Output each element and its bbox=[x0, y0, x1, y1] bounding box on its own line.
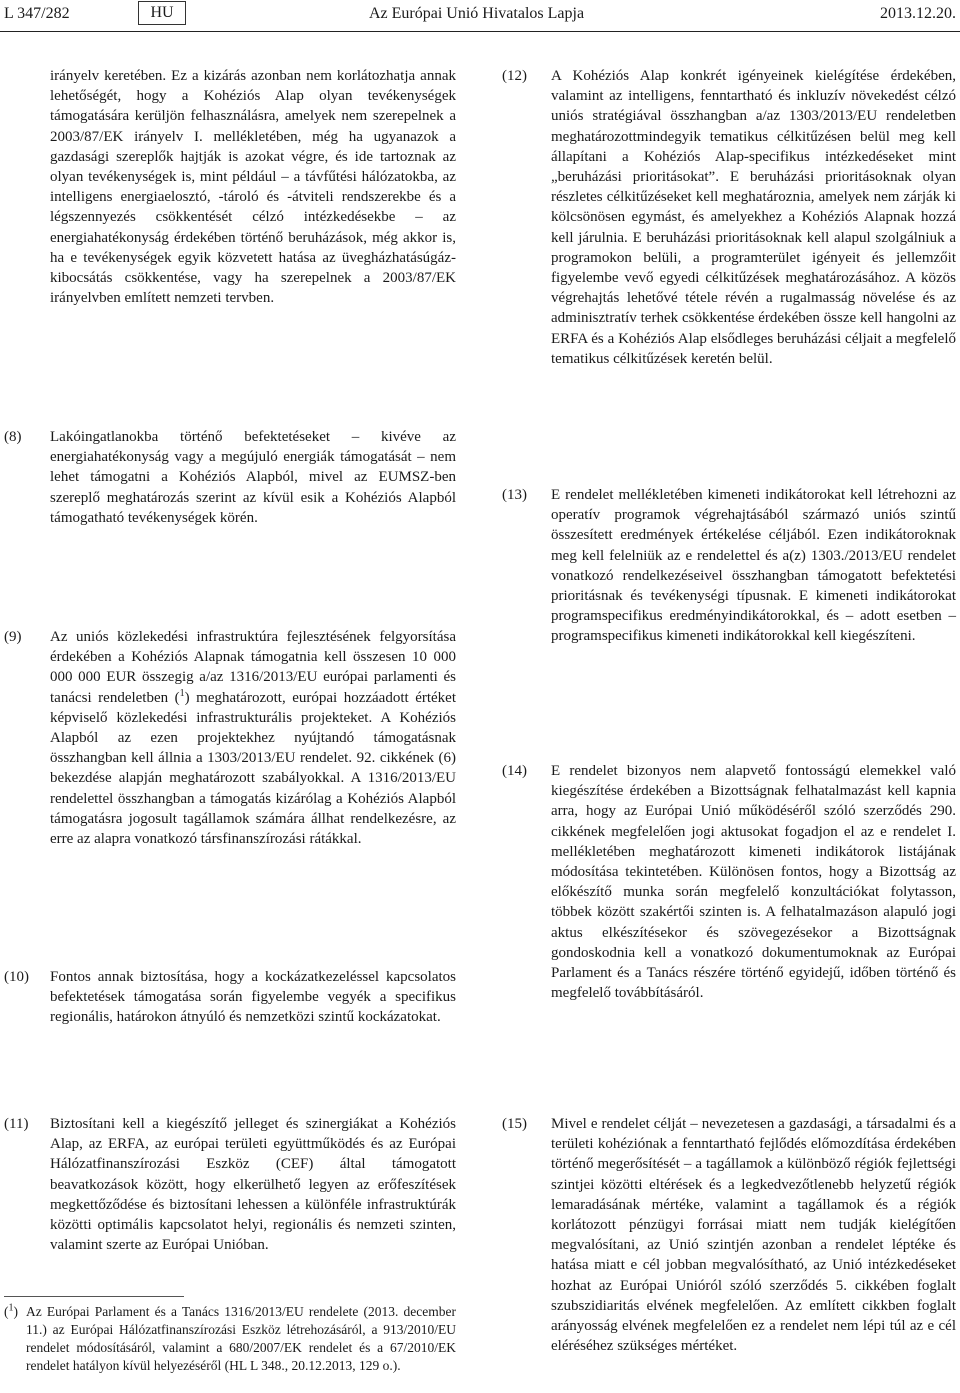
page-header bbox=[0, 0, 960, 30]
recital-13: E rendelet mellékletében kimeneti indikátorokat kell létrehozni az operatív programok végrehajtásából származó uniós szintű összesített eredmények értékelése céljából. Ezen indikátoroknak meg kell felelniük az e rendelettel és a(z) 1303./2013/EU rendelet vonatkozó rendelkezéseivel összhangban támogatott befektetési prioritásnak és tevékenységi típusnak. E kimeneti indikátorokat programspecifikus eredményindikátorokkal, és – adott esetben – programspecifikus kimeneti indikátorokkal kell kiegészíteni. bbox=[551, 487, 956, 645]
recital-number: (12) bbox=[502, 68, 527, 84]
recital-10: Fontos annak biztosítása, hogy a kockázatkezeléssel kapcsolatos befektetések támogatása során figyelembe vegyék a specifikus regionális, határokon átnyúló és nemzetközi szintű kockázatokat. bbox=[50, 969, 456, 1026]
recital-number: (15) bbox=[502, 1116, 527, 1132]
recital-8: Lakóingatlanokba történő befektetéseket – kivéve az energiahatékonyság vagy a megújuló energiák támogatását – nem lehet támogatni a Kohéziós Alapból, mivel az EUMSZ-ben szereplő meghatározás szerint az kívül esik a Kohéziós Alapból támogatható tevékenységek körén. bbox=[50, 429, 456, 526]
recital-number: (13) bbox=[502, 487, 527, 503]
footnote-number-sup: 1 bbox=[8, 1302, 14, 1314]
journal-title: Az Európai Unió Hivatalos Lapja bbox=[369, 5, 585, 22]
footnote-number-close: ) bbox=[13, 1304, 18, 1319]
recital-12: A Kohéziós Alap konkrét igényeinek kielégítése érdekében, valamint az intelligens, fenntartható és inkluzív növekedést célzó uniós stratégiával összhangban a/az 1303/2013/EU rendeletben meghatározottmindegyik tematikus célkitűzésen belül meg kell állapítani a Kohéziós Alap-specifikus intézkedéseket mint „beruházási prioritásokat”. E beruházási prioritásoknak olyan részletes célkitűzéseket kell meghatároznia, amelyek nem zárják ki kölcsönösen egymást, és amelyekhez a Kohéziós Alapnak hozzá kell járulnia. E beruházási prioritásoknak kell alapul szolgálniuk a programokon belüli, a programterület igényeit és jellemzőit figyelembe vevő egyedi célkitűzések meghatározásához. A közös végrehajtás lehetővé tétele révén a rugalmasság növelése és az adminisztratív terhek csökkentése érdekében össze kell hangolni az ERFA és a Kohéziós Alap elsődleges beruházási céljait a megfelelő tematikus célkitűzések keretén belül. bbox=[551, 68, 956, 367]
recital-9 bbox=[50, 627, 456, 849]
language-badge: HU bbox=[138, 1, 186, 25]
recital-9-text-b: ) meghatározott, európai hozzáadott értéket képviselő közlekedési infrastrukturális projekteket. A Kohéziós Alapból az ezen projektekhez nyújtandó támogatásnak összhangban kell állnia a 1303/2013/EU rendelet. 92. cikkének (6) bekezdése alapján meghatározott szabályokkal. A 1316/2013/EU rendelettel összhangban a támogatás kizárólag a Kohéziós Alapból támogatásra jogosult tagállamok számára állhat rendelkezésre, az erre az alapra vonatkozó társfinanszírozási rátákkal. bbox=[50, 689, 456, 848]
recital-number: (9) bbox=[4, 629, 22, 645]
recital-9-text-a: Az uniós közlekedési infrastruktúra fejlesztésének felgyorsítása érdekében a Kohéziós Alapnak támogatnia kell összesen 10 000 000 000 EUR összegig a/az 1316/2013/EU európai parlamenti és tanácsi rendeletben ( bbox=[50, 629, 456, 706]
recital-number: (11) bbox=[4, 1116, 29, 1132]
recital-15: Mivel e rendelet célját – nevezetesen a gazdasági, a társadalmi és a területi kohéziónak a fenntartható fejlődés előmozdítása érdekében történő megerősítését – a tagállamok a különböző régiók fejlettségi szintjei közötti eltérések és a legkedvezőtlenebb helyzetű régiók lemaradásának mértéke, valamint a tagállamok és a régiók korlátozott pénzügyi forrásai miatt nem tudják kielégítően megvalósítani, az Unió szintjén azonban a rendelet léptéke és hatása miatt e cél jobban megvalósítható, az Unió intézkedéseket hozhat az Európai Unióról szóló szerződés 5. cikkében foglalt szubszidiaritás elvének megfelelően. Az említett cikkben foglalt arányosság elvének megfelelően ez a rendelet nem lépi túl az e cél eléréséhez szükséges mértéket. bbox=[551, 1116, 956, 1355]
footnote-number-open: ( bbox=[4, 1304, 9, 1319]
publication-date: 2013.12.20. bbox=[880, 5, 956, 22]
footnote-ref[interactable]: 1 bbox=[179, 687, 185, 699]
footnote-divider bbox=[4, 1296, 184, 1297]
header-divider bbox=[0, 31, 960, 32]
recital-number: (10) bbox=[4, 969, 29, 985]
footnote-text: Az Európai Parlament és a Tanács 1316/2013/EU rendelete (2013. december 11.) az Európai Hálózatfinanszírozási Eszköz létrehozásáról, a 913/2010/EU rendelet módosításáról, valamint a 680/2007/EK rendelet és a 67/2010/EK rendelet hatályon kívül helyezéséről (HL L 348., 20.12.2013, 129 o.). bbox=[26, 1304, 456, 1373]
recital-7-continuation: irányelv keretében. Ez a kizárás azonban nem korlátozhatja annak lehetőségét, hogy a Kohéziós Alap olyan tevékenységek támogatására kerüljön felhasználásra, amelyek nem szerepelnek a 2003/87/EK irányelv I. mellékletében, még ha ugyanazok a gazdasági szereplők hajtják is azokat végre, és ide tartoznak az olyan tevékenységek is, mint például – a távfűtési hálózatokba, az intelligens energiaelosztó, -tároló és -átviteli rendszerekbe és a légszennyezés csökkentését célzó intézkedésekbe – az energiahatékonyság érdekében történő beruházások, még akkor is, ha e tevékenységek egyik közvetett hatása az üvegházhatásúgáz-kibocsátás csökkentése, vagy ha szerepelnek a 2003/87/EK irányelvben említett nemzeti tervben. bbox=[50, 68, 456, 307]
page-number: L 347/282 bbox=[4, 5, 70, 22]
recital-11: Biztosítani kell a kiegészítő jelleget és szinergiákat a Kohéziós Alap, az ERFA, az európai területi együttműködés és az Európai Hálózatfinanszírozási Eszköz (CEF) által támogatott beavatkozások között, hogy elkerülhető legyen az erőfeszítések megkettőződése és biztosítani lehessen a különféle infrastruktúrák közötti optimális kapcsolatot helyi, regionális és nemzeti szinten, valamint szerte az Európai Unióban. bbox=[50, 1116, 456, 1254]
recital-number: (8) bbox=[4, 429, 22, 445]
footnote-number bbox=[4, 1303, 18, 1321]
recital-14: E rendelet bizonyos nem alapvető fontosságú elemekkel való kiegészítése érdekében a Bizottságnak felhatalmazást kell kapnia arra, hogy az Európai Unió működéséről szóló szerződés 290. cikkének megfelelően jogi aktusokat fogadjon el az e rendelet I. mellékletében meghatározott kimeneti indikátorok listájának módosítása tekintetében. Különösen fontos, hogy a Bizottság az előkészítő munka során megfelelő konzultációkat folytasson, többek között szakértői szinten is. A felhatalmazáson alapuló jogi aktus elkészítésekor és szövegezésekor a Bizottságnak gondoskodnia kell a vonatkozó dokumentumoknak az Európai Parlament és a Tanács részére történő egyidejű, időben történő és megfelelő továbbításáról. bbox=[551, 763, 956, 1002]
recital-number: (14) bbox=[502, 763, 527, 779]
